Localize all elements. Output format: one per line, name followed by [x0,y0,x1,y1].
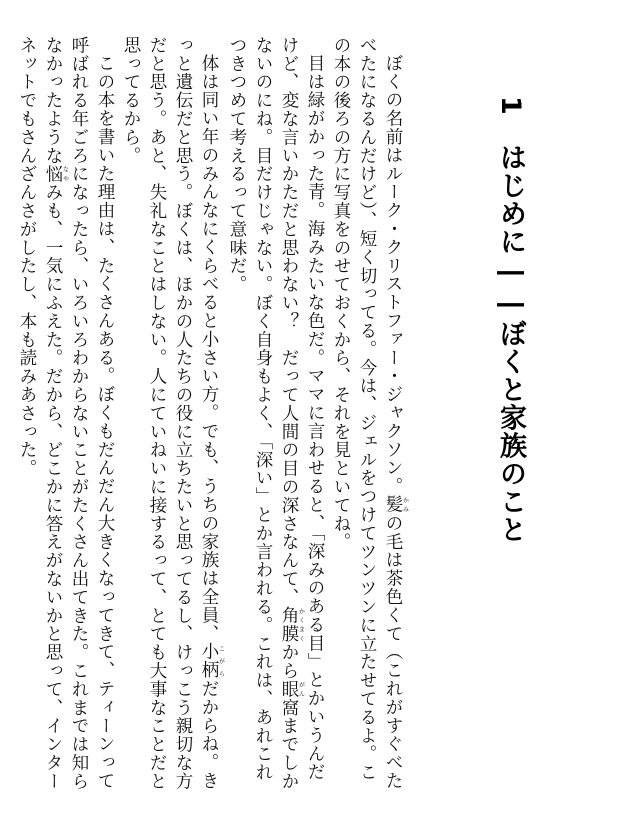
paragraph: ぼくの名前はルーク・クリストファー・ジャクソン。髪かみの毛は茶色くて（これがすぐべたべたになるんだけど）、短く切ってる。今は、ジェルをつけてツンツンに立たせてるよ。この本の後ろの方に写真をのせておくから、それを見といてね。 [331,36,409,790]
furigana-word: 角膜かくまく [279,606,305,644]
furigana-word: 眼がん [279,680,305,699]
chapter-spacer [495,116,526,144]
chapter-title: はじめに――ぼくと家族のこと [495,143,526,544]
paragraph: 目は緑がかった青。海みたいな色だ。ママに言わせると、「深みのある目」とかいうんだけど、変な言いかただと思わない？ だって人間の目の深さなんて、角膜かくまくから眼がん窩までしかないのにね。目だけじゃない。ぼく自身もよく、「深い」とか言われる。これは、あれこれつきつめて考えるって意味だ。 [227,36,325,791]
furigana-reading: かくまく [297,606,305,644]
furigana-reading: こがら [217,642,225,680]
paragraph: この本を書いた理由は、たくさんある。ぼくもだんだん大きくなってきて、ティーンって呼ばれる年ごろになったら、いろいろわからないことがたくさん出てきた。これまでは知らなかったような悩なやみも、一気にふえた。だから、どこかに答えがないかと思って、インターネットでもさんざんさがしたし、本も読みあさった。 [17,36,115,791]
body-text [17,36,409,796]
furigana-word: 髪かみ [383,495,409,514]
furigana-word: 悩なや [43,164,69,184]
chapter-number: 1 [495,96,526,116]
furigana-reading: かみ [401,495,409,514]
furigana-reading: がん [297,680,305,699]
chapter-heading [480,96,540,544]
furigana-word: 小柄こがら [199,642,225,680]
paragraph: 体は同い年のみんなにくらべると小さい方。でも、うちの家族は全員、小柄こがらだからね。きっと遺伝だと思う。ぼくは、ほかの人たちの役に立ちたいと思ってるし、けっこう親切な方だと思う。あと、失礼なことはしない。人にていねいに接するって、とても大事なことだと思ってるから。 [121,36,225,791]
furigana-reading: なや [61,164,69,184]
